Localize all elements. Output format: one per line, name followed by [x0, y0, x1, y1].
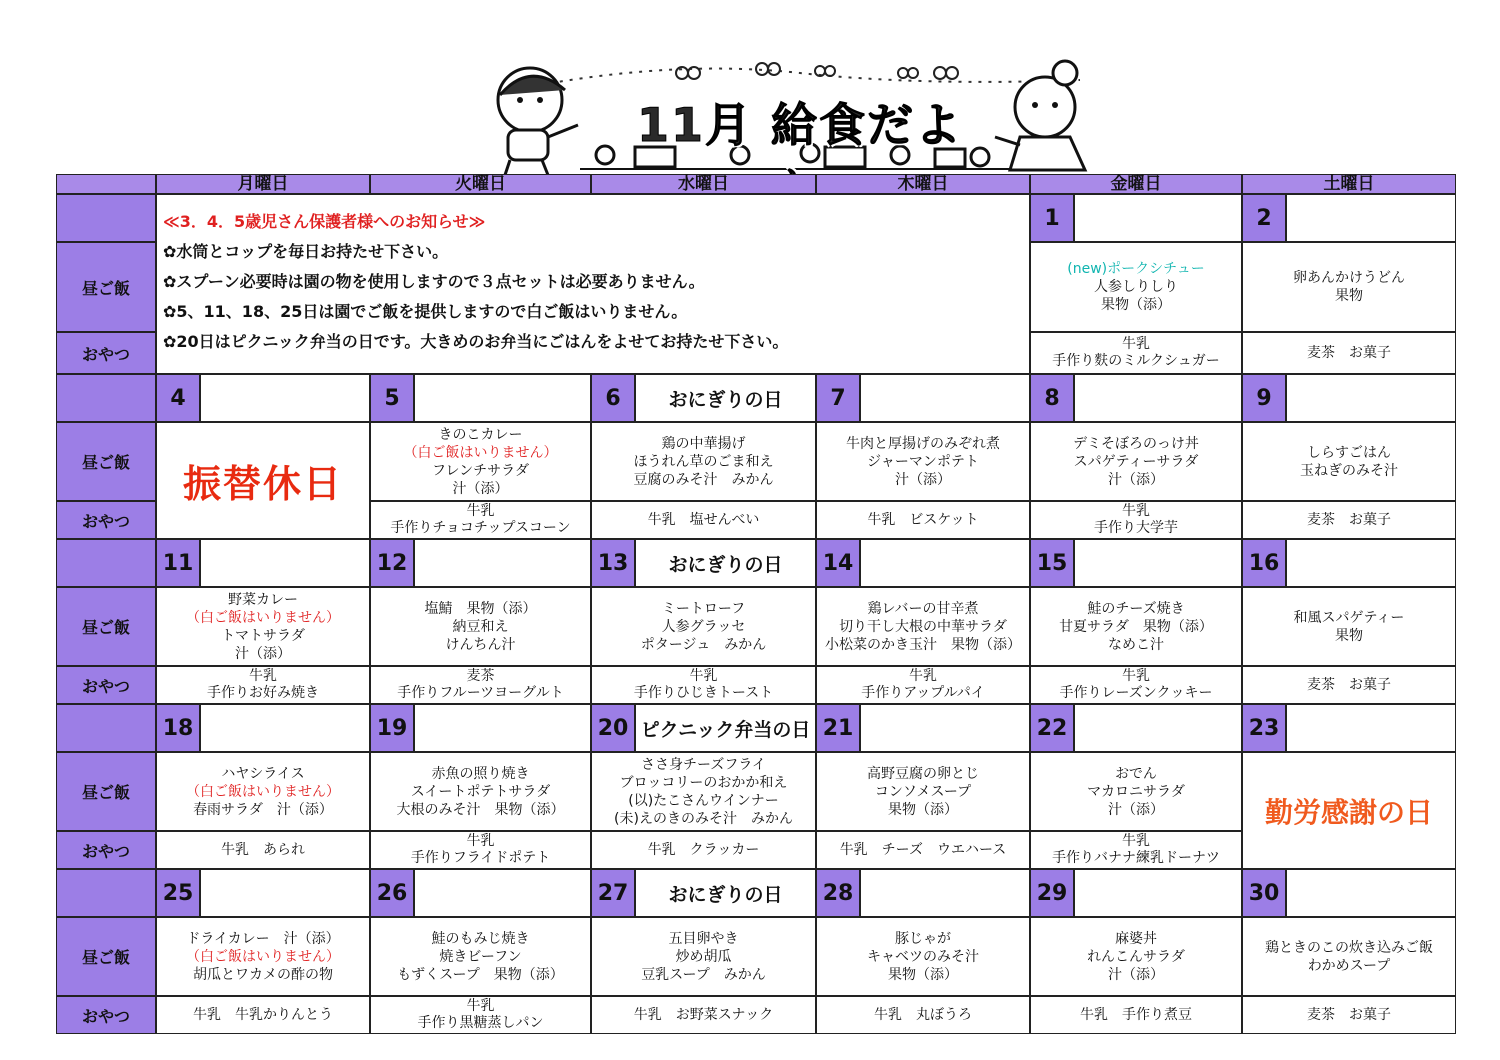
weekday-label: 月曜日	[237, 174, 289, 194]
day-heading	[860, 374, 1030, 422]
snack-item: 牛乳 チーズ ウエハース	[839, 841, 1007, 858]
snack-item: 牛乳	[1122, 668, 1150, 684]
date-text: 13	[597, 550, 629, 576]
snack-item: 手作り黒糖蒸しパン	[417, 1015, 544, 1031]
day-heading	[1074, 374, 1242, 422]
lunch-item: 豆乳スープ みかん	[641, 966, 766, 983]
lunch-item: 塩鯖 果物（添）	[424, 600, 537, 617]
day-heading	[635, 704, 816, 752]
lunch-item: コンソメスープ	[874, 783, 972, 800]
lunch-menu	[370, 422, 591, 501]
snack-item: 牛乳 あられ	[221, 841, 305, 858]
lunch-label-text: 昼ご飯	[81, 618, 130, 637]
lunch-item: (new)ポークシチュー	[1067, 261, 1205, 277]
date-text: 7	[830, 385, 846, 411]
date-number	[816, 374, 860, 422]
lunch-row-label	[56, 917, 156, 996]
lunch-menu	[1030, 422, 1242, 501]
snack-item: 牛乳	[1122, 503, 1150, 519]
snack-menu	[156, 831, 370, 869]
lunch-item: 大根のみそ汁 果物（添）	[396, 801, 565, 818]
lunch-item: れんこんサラダ	[1087, 948, 1185, 965]
snack-menu	[370, 666, 591, 704]
snack-item: 麦茶 お菓子	[1307, 344, 1391, 361]
lunch-menu	[1030, 917, 1242, 996]
day-heading	[1074, 194, 1242, 242]
lunch-item: なめこ汁	[1108, 636, 1164, 653]
snack-menu	[816, 831, 1030, 869]
snack-menu	[816, 996, 1030, 1034]
weekday-header	[1242, 174, 1456, 194]
date-number	[370, 374, 414, 422]
lunch-menu	[370, 917, 591, 996]
snack-item: 牛乳 牛乳かりんとう	[193, 1006, 333, 1023]
day-heading	[1286, 704, 1456, 752]
lunch-menu	[1242, 587, 1456, 666]
lunch-item: (以)たこさんウインナー	[628, 792, 779, 809]
lunch-menu	[591, 587, 816, 666]
snack-menu	[1030, 666, 1242, 704]
lunch-item: 汁（添）	[1108, 966, 1164, 983]
lunch-item: 汁（添）	[895, 471, 951, 488]
snack-item: 牛乳 お野菜スナック	[633, 1006, 774, 1023]
lunch-item: 鶏の中華揚げ	[661, 435, 746, 452]
lunch-item: もずくスープ 果物（添）	[397, 966, 564, 983]
page-title: 11月 給食だよ	[636, 98, 964, 152]
date-number	[156, 869, 200, 917]
snack-item: 牛乳	[466, 503, 495, 519]
lunch-item: 切り干し大根の中華サラダ	[839, 618, 1007, 635]
date-number	[816, 869, 860, 917]
lunch-menu	[816, 422, 1030, 501]
snack-item: 牛乳 クラッカー	[647, 841, 760, 858]
lunch-menu	[1242, 242, 1456, 332]
weekday-label: 土曜日	[1323, 174, 1375, 194]
snack-item: 麦茶 お菓子	[1307, 1006, 1391, 1023]
date-text: 25	[162, 880, 194, 906]
notice-box	[156, 194, 1030, 374]
lunch-menu	[370, 587, 591, 666]
lunch-item: 鶏ときのこの炊き込みご飯	[1265, 939, 1433, 956]
date-number	[591, 869, 635, 917]
lunch-item: トマトサラダ	[221, 627, 305, 644]
day-heading-text: おにぎりの日	[668, 388, 783, 411]
lunch-item: スイートポテトサラダ	[410, 783, 551, 800]
snack-item: 手作りアップルパイ	[861, 685, 985, 701]
snack-menu	[591, 831, 816, 869]
label-spacer	[56, 869, 156, 917]
day-heading	[860, 539, 1030, 587]
snack-item: 牛乳	[909, 668, 937, 684]
weekday-label: 金曜日	[1110, 174, 1162, 194]
snack-item: 牛乳 ビスケット	[867, 511, 979, 528]
lunch-item: 人参グラッセ	[661, 618, 746, 635]
notice-line: ✿水筒とコップを毎日お持たせ下さい。	[163, 242, 449, 261]
snack-item: 手作りフルーツヨーグルト	[397, 685, 564, 701]
label-spacer	[56, 539, 156, 587]
lunch-item: 小松菜のかき玉汁 果物（添）	[825, 636, 1021, 653]
lunch-item: （白ご飯はいりません）	[186, 783, 340, 800]
lunch-menu	[156, 587, 370, 666]
lunch-item: 麻婆丼	[1115, 930, 1157, 947]
date-text: 15	[1036, 550, 1068, 576]
lunch-item: 玉ねぎのみそ汁	[1300, 462, 1398, 479]
day-heading	[860, 704, 1030, 752]
day-heading	[414, 869, 591, 917]
lunch-item: ドライカレー 汁（添）	[186, 930, 340, 947]
lunch-item: 牛肉と厚揚げのみぞれ煮	[846, 435, 1000, 452]
day-heading	[1074, 704, 1242, 752]
lunch-menu	[1030, 242, 1242, 332]
date-text: 8	[1044, 385, 1060, 411]
lunch-menu	[1242, 422, 1456, 501]
holiday-text: 勤労感謝の日	[1264, 795, 1433, 829]
weekday-header	[1030, 174, 1242, 194]
lunch-item: ささ身チーズフライ	[641, 756, 766, 773]
holiday-cell	[1242, 752, 1456, 869]
date-number	[1030, 194, 1074, 242]
date-number	[370, 869, 414, 917]
snack-item: 牛乳 塩せんべい	[647, 511, 760, 528]
snack-row-label	[56, 666, 156, 704]
snack-menu	[591, 501, 816, 539]
lunch-menu	[591, 422, 816, 501]
snack-menu	[370, 831, 591, 869]
label-spacer	[56, 194, 156, 242]
lunch-item: 高野豆腐の卵とじ	[867, 765, 979, 782]
snack-item: 手作りひじきトースト	[633, 685, 774, 701]
snack-item: 牛乳	[1122, 336, 1150, 352]
label-spacer	[56, 704, 156, 752]
date-text: 6	[605, 385, 621, 411]
lunch-item: フレンチサラダ	[432, 462, 529, 479]
snack-item: 牛乳 丸ぼうろ	[874, 1006, 972, 1023]
snack-menu	[1030, 332, 1242, 374]
date-number	[156, 374, 200, 422]
lunch-item: 和風スパゲティー	[1293, 609, 1405, 626]
date-text: 20	[597, 715, 629, 741]
lunch-item: ジャーマンポテト	[867, 453, 979, 470]
lunch-item: 果物（添）	[1101, 297, 1171, 313]
lunch-item: （白ご飯はいりません）	[403, 444, 558, 461]
lunch-item: 赤魚の照り焼き	[431, 765, 530, 782]
snack-menu	[591, 666, 816, 704]
date-text: 2	[1256, 205, 1272, 231]
header-corner	[56, 174, 156, 194]
date-text: 22	[1036, 715, 1068, 741]
date-number	[1030, 374, 1074, 422]
date-number	[1242, 869, 1286, 917]
snack-menu	[1030, 996, 1242, 1034]
day-heading	[635, 374, 816, 422]
date-number	[370, 539, 414, 587]
lunch-item: しらすごはん	[1307, 444, 1391, 461]
date-number	[1242, 539, 1286, 587]
date-number	[1242, 704, 1286, 752]
lunch-item: けんちん汁	[445, 636, 516, 653]
lunch-row-label	[56, 587, 156, 666]
snack-item: 麦茶 お菓子	[1307, 511, 1391, 528]
lunch-menu	[591, 752, 816, 831]
weekday-header	[370, 174, 591, 194]
snack-item: 牛乳	[466, 833, 495, 849]
lunch-menu	[156, 752, 370, 831]
snack-item: 牛乳	[466, 998, 495, 1014]
date-number	[1030, 539, 1074, 587]
lunch-item: 果物（添）	[888, 966, 958, 983]
snack-menu	[156, 996, 370, 1034]
lunch-item: 卵あんかけうどん	[1293, 270, 1405, 286]
weekday-label: 水曜日	[678, 174, 729, 194]
lunch-item: （白ご飯はいりません）	[186, 609, 340, 626]
lunch-item: 鶏レバーの甘辛煮	[867, 600, 979, 617]
lunch-menu	[1242, 917, 1456, 996]
snack-menu	[1030, 831, 1242, 869]
snack-item: 牛乳	[249, 668, 277, 684]
snack-menu	[370, 996, 591, 1034]
day-heading	[860, 869, 1030, 917]
day-heading-text: おにぎりの日	[668, 883, 783, 906]
weekday-header	[816, 174, 1030, 194]
lunch-item: 鮭のもみじ焼き	[431, 930, 530, 947]
day-heading-text: ピクニック弁当の日	[640, 718, 811, 741]
lunch-item: わかめスープ	[1307, 957, 1391, 974]
lunch-menu	[370, 752, 591, 831]
date-text: 29	[1036, 880, 1068, 906]
weekday-header	[591, 174, 816, 194]
date-number	[591, 704, 635, 752]
holiday-cell	[156, 422, 370, 539]
lunch-item: 豚じゃが	[895, 930, 951, 947]
header-banner	[480, 55, 1120, 180]
lunch-item: 胡瓜とワカメの酢の物	[193, 966, 333, 983]
date-text: 21	[822, 715, 854, 741]
snack-item: 手作りレーズンクッキー	[1059, 685, 1213, 701]
day-heading	[635, 869, 816, 917]
snack-menu	[1242, 996, 1456, 1034]
date-text: 12	[376, 550, 408, 576]
weekday-header	[156, 174, 370, 194]
snack-menu	[1242, 666, 1456, 704]
lunch-menu	[816, 752, 1030, 831]
lunch-menu	[1030, 752, 1242, 831]
date-number	[1242, 374, 1286, 422]
lunch-item: キャベツのみそ汁	[867, 948, 979, 965]
lunch-item: ミートローフ	[661, 600, 746, 617]
snack-label-text: おやつ	[81, 344, 130, 364]
snack-menu	[591, 996, 816, 1034]
day-heading	[1286, 539, 1456, 587]
day-heading	[1074, 869, 1242, 917]
date-text: 16	[1248, 550, 1280, 576]
lunch-item: きのこカレー	[438, 426, 523, 443]
snack-item: 手作り麩のミルクシュガー	[1052, 353, 1220, 369]
date-number	[591, 374, 635, 422]
lunch-item: 人参しりしり	[1094, 279, 1178, 295]
snack-item: 手作りチョコチップスコーン	[390, 520, 571, 536]
snack-menu	[370, 501, 591, 539]
snack-label-text: おやつ	[81, 1006, 130, 1026]
day-heading	[414, 539, 591, 587]
lunch-item: ほうれん草のごま和え	[633, 453, 774, 470]
date-number	[156, 539, 200, 587]
date-number	[1242, 194, 1286, 242]
notice-line: ✿スプーン必要時は園の物を使用しますので３点セットは必要ありません。	[163, 272, 705, 291]
date-text: 11	[162, 550, 194, 576]
snack-item: 麦茶 お菓子	[1307, 676, 1391, 693]
lunch-menu	[591, 917, 816, 996]
snack-label-text: おやつ	[81, 511, 130, 531]
day-heading	[1286, 869, 1456, 917]
lunch-item: (未)えのきのみそ汁 みかん	[614, 810, 793, 827]
lunch-item: デミそぼろのっけ丼	[1073, 435, 1199, 452]
date-text: 14	[822, 550, 854, 576]
lunch-item: 鮭のチーズ焼き	[1087, 600, 1185, 617]
snack-menu	[1242, 332, 1456, 374]
lunch-menu	[816, 917, 1030, 996]
date-text: 28	[822, 880, 854, 906]
day-heading-text: おにぎりの日	[668, 553, 783, 576]
notice-line: ✿20日はピクニック弁当の日です。大きめのお弁当にごはんをよせてお持たせ下さい。	[163, 332, 789, 351]
lunch-item: 汁（添）	[1108, 801, 1164, 818]
day-heading	[1286, 194, 1456, 242]
lunch-row-label	[56, 242, 156, 332]
date-text: 18	[162, 715, 194, 741]
date-number	[1030, 869, 1074, 917]
day-heading	[200, 869, 370, 917]
date-text: 26	[376, 880, 408, 906]
day-heading	[200, 374, 370, 422]
lunch-item: （白ご飯はいりません）	[186, 948, 340, 965]
lunch-menu	[1030, 587, 1242, 666]
snack-label-text: おやつ	[81, 676, 130, 696]
snack-menu	[1242, 501, 1456, 539]
date-text: 23	[1248, 715, 1280, 741]
snack-row-label	[56, 501, 156, 539]
lunch-item: 五目卵やき	[668, 930, 739, 947]
day-heading	[1074, 539, 1242, 587]
lunch-item: 納豆和え	[452, 618, 509, 635]
lunch-calendar	[56, 174, 1456, 1034]
day-heading	[200, 704, 370, 752]
lunch-menu	[816, 587, 1030, 666]
lunch-item: 炒め胡瓜	[675, 948, 732, 965]
weekday-label: 火曜日	[455, 174, 506, 194]
lunch-item: ポタージュ みかん	[640, 636, 767, 653]
snack-item: 手作り大学芋	[1094, 520, 1178, 536]
snack-item: 手作りフライドポテト	[410, 850, 551, 866]
lunch-item: マカロニサラダ	[1087, 783, 1185, 800]
lunch-item: スパゲティーサラダ	[1073, 453, 1199, 470]
lunch-label-text: 昼ご飯	[81, 948, 130, 967]
day-heading	[414, 374, 591, 422]
snack-item: 手作りバナナ練乳ドーナツ	[1052, 850, 1220, 866]
date-number	[156, 704, 200, 752]
lunch-item: 豆腐のみそ汁 みかん	[633, 471, 774, 488]
lunch-item: ブロッコリーのおかか和え	[619, 774, 788, 791]
lunch-label-text: 昼ご飯	[81, 453, 130, 472]
date-text: 9	[1256, 385, 1272, 411]
snack-item: 牛乳	[689, 668, 718, 684]
lunch-item: 野菜カレー	[228, 591, 298, 608]
lunch-item: 果物	[1335, 627, 1363, 644]
date-text: 19	[376, 715, 408, 741]
lunch-item: 焼きビーフン	[439, 948, 522, 965]
snack-row-label	[56, 831, 156, 869]
lunch-item: 果物（添）	[888, 801, 958, 818]
snack-item: 手作りお好み焼き	[207, 685, 319, 701]
notice-line: ✿5、11、18、25日は園でご飯を提供しますので白ご飯はいりません。	[163, 302, 688, 321]
label-spacer	[56, 374, 156, 422]
lunch-menu	[156, 917, 370, 996]
lunch-item: 果物	[1335, 288, 1363, 304]
notice-title: ≪3．4．5歳児さん保護者様へのお知らせ≫	[163, 212, 486, 231]
date-text: 4	[170, 385, 186, 411]
date-number	[370, 704, 414, 752]
lunch-item: 汁（添）	[452, 480, 509, 497]
snack-row-label	[56, 332, 156, 374]
date-number	[591, 539, 635, 587]
date-text: 27	[597, 880, 629, 906]
lunch-item: 春雨サラダ 汁（添）	[193, 801, 333, 818]
lunch-item: おでん	[1115, 765, 1157, 782]
lunch-row-label	[56, 752, 156, 831]
lunch-item: ハヤシライス	[221, 765, 305, 782]
lunch-label-text: 昼ご飯	[81, 278, 130, 298]
snack-row-label	[56, 996, 156, 1034]
day-heading	[414, 704, 591, 752]
snack-item: 牛乳	[1122, 833, 1150, 849]
snack-menu	[816, 501, 1030, 539]
weekday-label: 木曜日	[897, 174, 949, 194]
lunch-item: 汁（添）	[1108, 471, 1164, 488]
day-heading	[200, 539, 370, 587]
lunch-item: 甘夏サラダ 果物（添）	[1059, 618, 1213, 635]
date-text: 5	[384, 385, 400, 411]
holiday-text: 振替休日	[182, 462, 343, 506]
snack-item: 牛乳 手作り煮豆	[1080, 1006, 1192, 1023]
snack-label-text: おやつ	[81, 841, 130, 861]
date-text: 1	[1044, 205, 1060, 231]
snack-menu	[1030, 501, 1242, 539]
lunch-label-text: 昼ご飯	[81, 783, 130, 802]
day-heading	[635, 539, 816, 587]
day-heading	[1286, 374, 1456, 422]
lunch-item: 汁（添）	[235, 645, 291, 662]
date-number	[1030, 704, 1074, 752]
snack-menu	[156, 666, 370, 704]
snack-menu	[816, 666, 1030, 704]
snack-item: 麦茶	[466, 668, 495, 684]
date-text: 30	[1248, 880, 1280, 906]
date-number	[816, 704, 860, 752]
date-number	[816, 539, 860, 587]
lunch-row-label	[56, 422, 156, 501]
